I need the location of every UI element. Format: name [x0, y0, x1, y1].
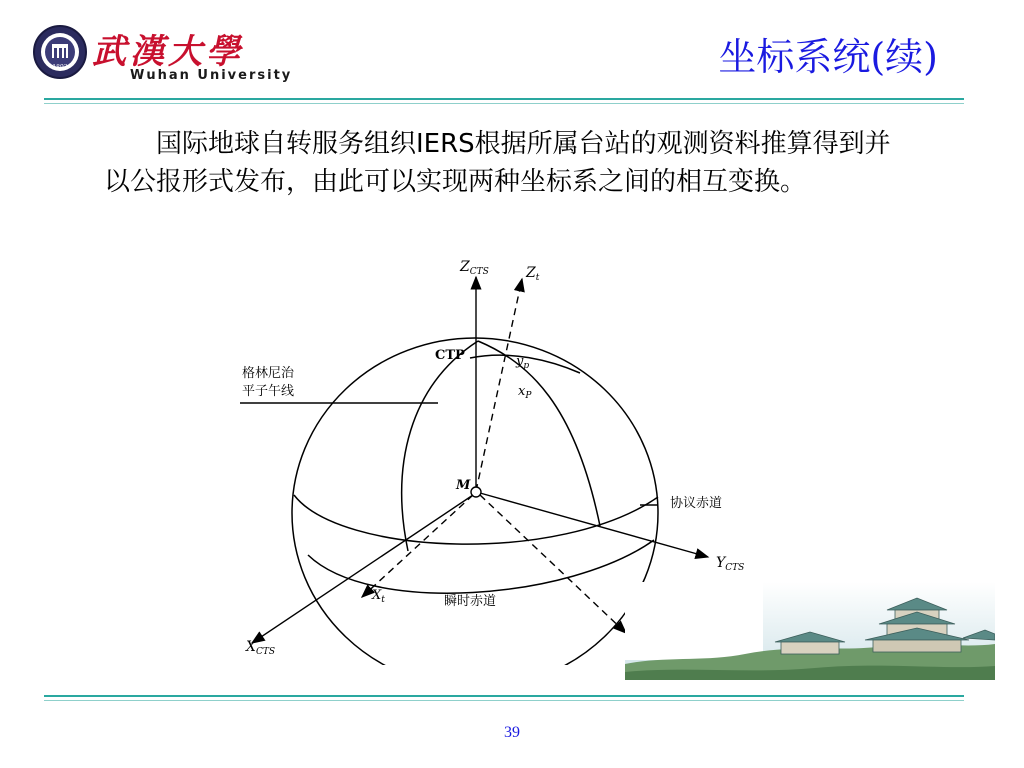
x-t-axis	[362, 495, 473, 597]
sphere-outline	[292, 338, 658, 665]
footer-divider-thin	[44, 700, 964, 701]
page-number: 39	[504, 724, 520, 741]
seal-year: 1893	[52, 64, 68, 71]
label-ctp: CTP	[435, 348, 465, 363]
header-divider-thin	[44, 103, 964, 104]
label-m: M	[456, 478, 471, 493]
label-greenwich-2: 平子午线	[242, 384, 295, 399]
y-t-axis	[480, 495, 626, 633]
label-instant-equator: 瞬时赤道	[444, 594, 497, 609]
greenwich-meridian-arc	[402, 341, 478, 551]
logo-english-name: Wuhan University	[130, 68, 293, 83]
label-z-cts: $Z_{CTS}$	[460, 259, 489, 277]
x-cts-axis	[252, 495, 473, 643]
logo-chinese-name: 武漢大學	[92, 32, 244, 72]
label-greenwich-1: 格林尼治	[242, 366, 295, 381]
label-protocol-equator: 协议赤道	[670, 496, 723, 511]
label-y-cts: $Y_{CTS}$	[716, 555, 745, 573]
origin-point	[471, 487, 481, 497]
university-seal-icon	[32, 24, 88, 80]
body-paragraph: 国际地球自转服务组织IERS根据所属台站的观测资料推算得到并以公报形式发布，由此可以实现两种坐标系之间的相互变换。	[104, 129, 891, 197]
university-logo	[32, 22, 322, 92]
label-x-t: $X_t$	[372, 588, 385, 605]
label-x-p: $x_P$	[518, 384, 532, 401]
slide-title: 坐标系统(续)	[718, 35, 938, 79]
protocol-equator-curve	[294, 495, 658, 544]
label-y-p: $y_p$	[516, 354, 530, 371]
label-z-t: $Z_t$	[526, 265, 540, 283]
label-x-cts: $X_{CTS}$	[246, 639, 276, 657]
instant-equator-curve	[308, 540, 654, 593]
body-text	[104, 125, 904, 201]
campus-scenery-image	[625, 582, 995, 680]
header-divider	[44, 98, 964, 100]
z-t-axis	[476, 279, 522, 491]
footer-divider	[44, 695, 964, 697]
